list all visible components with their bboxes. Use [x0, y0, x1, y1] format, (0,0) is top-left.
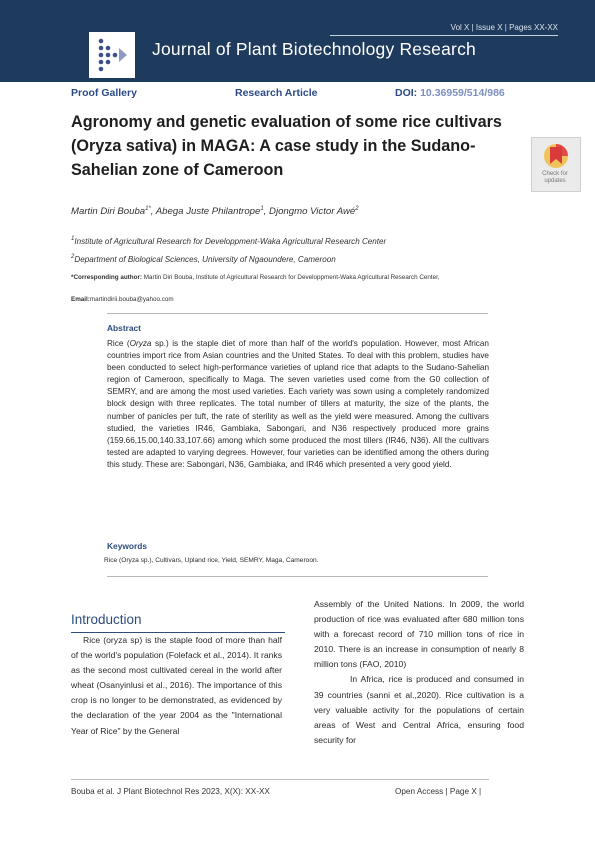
corresponding-label: *Corresponding author: [71, 274, 143, 281]
abstract-rest: sp.) is the staple diet of more than half of the world's population. However, most African countries import rice from Asian countries and the United States. To deal with this problem, studies have been conducted to select high-performance varieties of upland rice that adapts to the Sudano-Sahelian region of Cameroon, specifically to Maga. The seven varieties used come from the G0 collection of SEMRY, and are among the most used varieties. Each variety was sown using a completely randomized block design with three replicates. The total number of tillers at maturity, the size of the plants, the number of panicles per tuft, the rate of sterility as well as the yield were measured. Among the cultivars studied, the varieties IR46, Gambiaka, Sabongari, and N36 respectively produced more grains (159.66,15.00,140.33,107.66) among which some produced the most tillers (IR46, N36). All the cultivars tested are adapted to varying degrees. However, four varieties can be identified among the others during this study. These are: Sabongari, N36, Gambiaka, and IR46 which presented a very good yield. [107, 339, 489, 469]
keywords-heading: Keywords [107, 541, 148, 551]
author-name: Abega Juste Philantrope [155, 206, 261, 217]
keywords-body: Rice (Oryza sp.), Cultivars, Upland rice, Yield, SEMRY, Maga, Cameroon. [104, 557, 319, 564]
divider [107, 576, 488, 577]
author-name: Djongmo Victor Awé [269, 206, 356, 217]
doi [395, 87, 505, 99]
logo-triangle-icon [89, 32, 135, 78]
email-line [71, 296, 174, 303]
footer-divider [71, 779, 489, 780]
article-type: Research Article [235, 87, 318, 99]
corresponding-author [71, 273, 481, 283]
journal-title: Journal of Plant Biotechnology Research [152, 39, 476, 59]
proof-label: Proof Gallery [71, 87, 137, 99]
doi-link[interactable]: 10.36959/514/986 [420, 87, 505, 99]
corresponding-text: Martin Diri Bouba, Institute of Agricultural Research for Developpment-Waka Agricultural Research Center, [143, 274, 440, 281]
author-sup: 2 [355, 206, 359, 212]
footer-page: Open Access | Page X | [395, 787, 482, 796]
journal-logo [89, 32, 135, 78]
affiliation-sup: 2 [71, 254, 75, 260]
article-title: Agronomy and genetic evaluation of some rice cultivars (Oryza sativa) in MAGA: A case study in the Sudano-Sahelian zone of Cameroon [71, 113, 502, 179]
bookmark-ribbon-icon [532, 138, 580, 172]
affiliation-sup: 1 [71, 236, 75, 242]
introduction-heading: Introduction [71, 612, 142, 627]
divider [107, 313, 488, 314]
abstract-heading: Abstract [107, 323, 141, 333]
footer-citation: Bouba et al. J Plant Biotechnol Res 2023, X(X): XX-XX [71, 787, 270, 796]
author-sup: 1 [260, 206, 264, 212]
abstract-body [107, 338, 489, 471]
abstract-italic: Oryza [129, 339, 152, 348]
doi-label: DOI: [395, 87, 418, 99]
intro-right-paragraph: In Africa, rice is produced and consumed in 39 countries (sanni et al.,2020). Rice cultivation is a very valuable activity for the populations of certain areas of West and Central Africa, ensuring food security for [314, 674, 524, 745]
affiliation [71, 237, 386, 246]
affiliation-text: Department of Biological Sciences, University of Ngaoundere, Cameroon [74, 255, 336, 264]
intro-right-column [314, 597, 524, 748]
affiliation [71, 255, 336, 264]
abstract-start: Rice ( [107, 339, 130, 348]
author-name: Martin Diri Bouba [71, 206, 146, 217]
volume-issue: Vol X | Issue X | Pages XX-XX [450, 23, 558, 32]
email-label: Email: [71, 296, 90, 303]
email-link[interactable]: martindirii.bouba@yahoo.com [89, 296, 174, 303]
badge-line1: Check for [542, 171, 568, 177]
intro-right-paragraph: Assembly of the United Nations. In 2009, the world production of rice was evaluated after 680 million tons with a forecast record of 710 million tons of rice in 2010. There is an increase in consumption of nearly 8 million tons (FAO, 2010) [314, 599, 524, 670]
header-divider [330, 35, 558, 36]
badge-line2: updates [544, 178, 566, 184]
affiliation-text: Institute of Agricultural Research for Developpment-Waka Agricultural Research Center [74, 237, 387, 246]
badge-label [531, 171, 579, 185]
author-sup: 1* [145, 206, 151, 212]
author-list: Martin Diri Bouba$^{1*}$, Abega Juste Philantrope$^1$, Djongmo Victor Awé$^2$ [71, 206, 359, 217]
intro-left-paragraph: Rice (oryza sp) is the staple food of more than half of the world's population (Folefack et al., 2014). It ranks as the second most cultivated cereal in the world after wheat (Osanyinlusi et al., 2016). The importance of this crop is no longer to be demonstrated, as evidenced by the declaration of the year 2004 as the "International Year of Rice" by the General [71, 635, 282, 736]
